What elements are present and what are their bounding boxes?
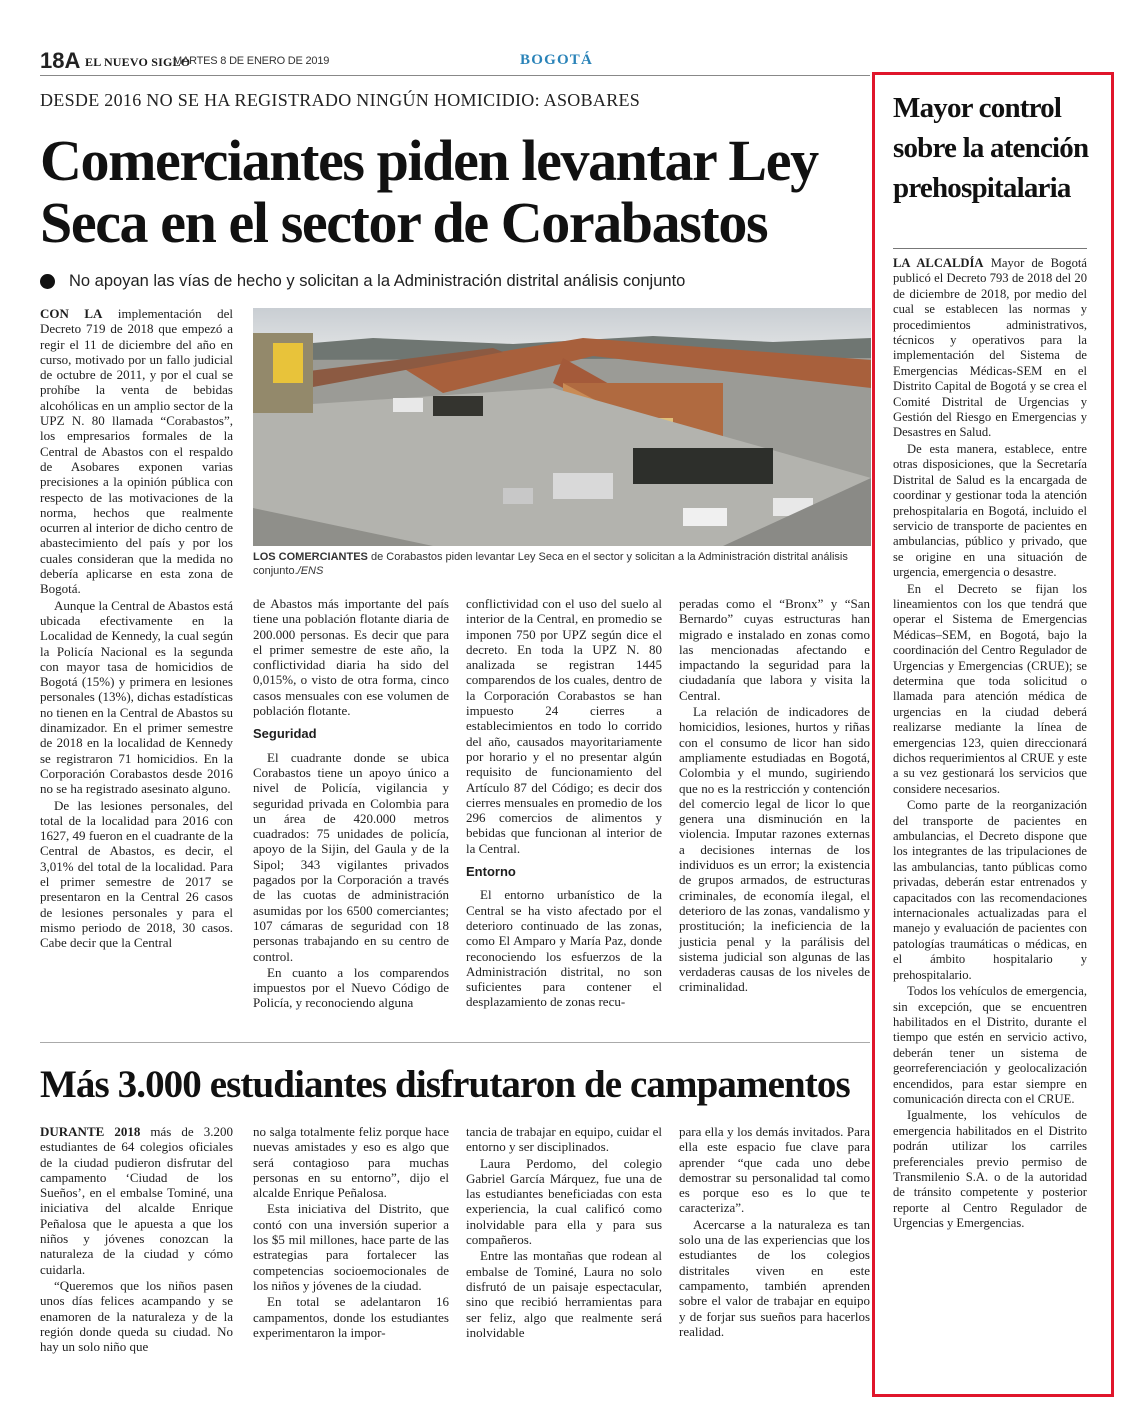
photo-caption: [253, 550, 871, 578]
article2-column-2: [253, 1124, 449, 1341]
paragraph: En el Decreto se fijan los lineamientos con los que tendrá que operar el Sistema de Emergencias Médicas–SEM, en Bogotá, bajo la coordinación del Centro Regulador de Urgencias y Emergencias (CRUE); se determina que toda solicitud o llamada para atención médica de urgencias en la ciudad deberá realizarse mediante la línea de emergencias 123, quien direccionará dichos requerimientos al CRUE y este a su vez gestionará los servicios que considere necesarios.: [893, 581, 1087, 796]
paragraph: Aunque la Central de Abastos está ubicada efectivamente en la Localidad de Kennedy, la cual según la Policía Nacional es la segunda con mayor tasa de homicidios de Bogotá (15%) y primera en lesiones personales (13%), dichas estadísticas no tienen en la Central de Abastos su dinamizador. En el primer semestre de 2018 en la localidad de Kennedy se registraron 71 homicidios. En la Corporación Corabastos desde 2016 no se ha registrado asesinato alguno.: [40, 597, 233, 797]
article2-column-1: [40, 1124, 233, 1355]
paragraph: De esta manera, establece, entre otras disposiciones, que la Secretaría Distrital de Salud es la encargada de coordinar y gestionar toda la atención prehospitalaria en Bogotá, incluido el servicio de transporte de pacientes en ambulancias, público y privado, que se origine en una situación de urgencia, emergencia o desastre.: [893, 441, 1087, 580]
corabastos-photo: [253, 308, 871, 546]
article-divider: [40, 1042, 870, 1043]
subhead-text: No apoyan las vías de hecho y solicitan a la Administración distrital análisis conjunto: [69, 272, 686, 290]
article2-column-4: [679, 1124, 870, 1340]
paragraph: peradas como el “Bronx” y “San Bernardo” cuyas estructuras han migrado e instalado en zonas como las mencionadas afectando e impactando la seguridad para la ciudadanía que labora y visita la Central.: [679, 596, 870, 703]
sidebar-body: [893, 256, 1087, 1233]
bullet-icon: [40, 274, 55, 289]
paragraph: Igualmente, los vehículos de emergencia habilitados en el Distrito podrán utilizar los carriles preferenciales previo permiso de Transmilenio S.A. o de la autoridad de tránsito competente y posterior reporte al Centro Regulador de Urgencias y Emergencias.: [893, 1108, 1087, 1231]
article1-column-4: [679, 596, 870, 996]
page-number: 18A: [40, 48, 81, 73]
paragraph: de Abastos más importante del país tiene una población flotante diaria de 200.000 personas. Es decir que para el primer semestre de este año, la conflictividad diaria ha sido del 0,015%, o visto de otra forma, cinco casos mensuales con ese volumen de población flotante.: [253, 596, 449, 719]
paragraph: Esta iniciativa del Distrito, que contó con una inversión superior a los $5 mil millones, hace parte de las estrategias para fortalecer las competencias socioemocionales de los niños y jóvenes de la ciudad.: [253, 1201, 449, 1293]
paragraph: Entre las montañas que rodean al embalse de Tominé, Laura no solo disfrutó de un paisaje espectacular, sino que recibió herramientas para ser feliz, algo que realmente será inolvidable: [466, 1248, 662, 1340]
paragraph: Todos los vehículos de emergencia, sin excepción, que se encuentren habilitados en el Distrito, durante el tiempo que estén en servicio activo, deberán tener un sistema de georreferenciación y geolocalización encendidos, para estar siempre en comunicación directa con el CRUE.: [893, 984, 1087, 1106]
article1-column-3: [466, 596, 662, 1011]
article2-column-3: [466, 1124, 662, 1341]
lead-in: LA ALCALDÍA: [893, 256, 984, 270]
paragraph: [893, 256, 1087, 441]
article-subhead: [40, 272, 685, 291]
header-rule: [40, 75, 870, 76]
paragraph: conflictividad con el uso del suelo al interior de la Central, en promedio se imponen 750 por UPZ según dice el decreto. En toda la UPZ N. 80 analizada se registran 1445 comparendos de los cuales, dentro de la Corporación Corabastos se han impuesto 24 cierres a establecimientos en todo lo corrido del año, causados mayoritariamente por horario y el no presentar algún requisito de funcionamiento del Artículo 87 del Código; es decir dos cierres mensuales en promedio de los 296 comercios de alimentos y bebidas que funcionan al interior de la Central.: [466, 596, 662, 856]
lead-in: DURANTE 2018: [40, 1124, 141, 1139]
paragraph: Laura Perdomo, del colegio Gabriel García Márquez, fue una de las estudiantes beneficiadas con esta experiencia, la cual calificó como inolvidable para ella y para sus compañeros.: [466, 1155, 662, 1248]
paragraph: tancia de trabajar en equipo, cuidar el entorno y ser disciplinados.: [466, 1124, 662, 1155]
paragraph: En total se adelantaron 16 campamentos, donde los estudiantes experimentaron la impor-: [253, 1294, 449, 1340]
paragraph: El cuadrante donde se ubica Corabastos tiene un apoyo único a nivel de Policía, vigilancia y seguridad privada en Colombia para un área de 420.000 metros cuadrados: 75 unidades de policía, apoyo de la Sijin, del Gaula y de la Sipol; 343 vigilantes privados pagados por la Corporación a través de las cuotas de administración asumidas por los 6500 comerciantes; 107 cámaras de seguridad con 18 personas trabajando en su centro de control.: [253, 749, 449, 964]
newspaper-name: EL NUEVO SIGLO: [85, 55, 191, 69]
paragraph: “Queremos que los niños pasen unos días felices acampando y se enamoren de la naturaleza y de la región donde queda su ciudad. No hay un solo niño que: [40, 1277, 233, 1355]
section-heading: Seguridad: [253, 726, 317, 742]
paragraph: De las lesiones personales, del total de la localidad para 2016 con 1627, 49 fueron en el cuadrante de la Central de Abastos, es decir, el 3,01% del total de la localidad. Para el primer semestre de 2017 se presentaron en la Central 26 casos de lesiones personales y para el mismo periodo de 2018, 30 casos. Cabe decir que la Central: [40, 797, 233, 951]
paragraph: para ella y los demás invitados. Para ella este espacio fue clave para aprender “que cada uno debe demostrar su personalidad tal como es porque eso es lo que te caracteriza”.: [679, 1124, 870, 1216]
paragraph: Acercarse a la naturaleza es tan solo una de las experiencias que los estudiantes de los colegios distritales viven en este campamento, también aprenden sobre el valor de trabajar en equipo y de forjar sus sueños para hacerlos realidad.: [679, 1216, 870, 1339]
caption-lead: LOS COMERCIANTES: [253, 551, 368, 563]
paragraph: El entorno urbanístico de la Central se ha visto afectado por el deterioro continuado de las zonas, como El Amparo y María Paz, donde reconociendo los esfuerzos de la Administración distrital, no son suficientes para contener el desplazamiento de zonas recu-: [466, 887, 662, 1010]
photo-credit: /ENS: [297, 565, 324, 577]
article1-column-1: [40, 306, 233, 951]
paragraph: La relación de indicadores de homicidios, lesiones, hurtos y riñas con el consumo de licor han sido ampliamente estudiadas en Bogotá, Colombia y el mundo, sugiriendo que no es la restricción y contención del comercio legal de licor lo que genera una disminución en la violencia. Imputar razones externas a decisiones internas de los individuos es un error; la existencia de grupos armados, de estructuras criminales, de economía ilegal, el deterioro de las zonas, vandalismo y prostitución; la ineficiencia de la justicia penal y la parálisis del sistema judicial son algunas de las verdaderas causas de los niveles de criminalidad.: [679, 704, 870, 995]
lead-in: CON LA: [40, 306, 103, 321]
section-label: BOGOTÁ: [520, 52, 594, 68]
paragraph: En cuanto a los comparendos impuestos por el Nuevo Código de Policía, y reconociendo alguna: [253, 964, 449, 1011]
issue-date: MARTES 8 DE ENERO DE 2019: [173, 55, 330, 67]
caption-text: de Corabastos piden levantar Ley Seca en el sector y solicitan a la Administración distrital análisis conjunto.: [253, 551, 848, 577]
section-heading: Entorno: [466, 864, 516, 880]
article-headline: Comerciantes piden levantar Ley Seca en el sector de Corabastos: [40, 128, 818, 255]
paragraph: no salga totalmente feliz porque hace nuevas amistades y eso es algo que será contagioso para muchas personas en su entorno”, dijo el alcalde Enrique Peñalosa.: [253, 1124, 449, 1201]
paragraph: [40, 306, 233, 597]
paragraph: [40, 1124, 233, 1277]
article1-column-2: [253, 596, 449, 1012]
paragraph: Como parte de la reorganización del transporte de pacientes en ambulancias, el Decreto dispone que los integrantes de las tripulaciones de las ambulancias, tanto públicas como privadas, deberán estar entrenados y capacitados con las recomendaciones internacionales actualizadas para el manejo y evaluación de pacientes con patologías traumáticas o médicas, en el ámbito hospitalario y prehospitalario.: [893, 798, 1087, 982]
article2-headline: Más 3.000 estudiantes disfrutaron de campamentos: [40, 1063, 850, 1106]
article-kicker: DESDE 2016 NO SE HA REGISTRADO NINGÚN HOMICIDIO: ASOBARES: [40, 90, 641, 110]
market-aerial-image: [253, 308, 871, 546]
paragraph-text: implementación del Decreto 719 de 2018 que empezó a regir el 11 de diciembre del año en curso, motivado por un fallo judicial de octubre de 2011, y por el cual se prohíbe la venta de bebidas alcohólicas en un amplio sector de la UPZ N. 80 llamada “Corabastos”, los empresarios formales de la Central de Abastos con el respaldo de Asobares exponen varias precisiones a la opinión pública con respecto de las motivaciones de la norma, hechos que realmente ocurren al interior de dicho centro de abastecimiento del país y por los cuales consideran que la medida no debería aplicarse en esta zona de Bogotá.: [40, 306, 233, 597]
sidebar-rule: [893, 248, 1087, 249]
paragraph-text: Mayor de Bogotá publicó el Decreto 793 de 2018 del 20 de diciembre de 2018, por medio del cual se establecen las normas y procedimientos administrativos, técnicos y operativos para la implementación del Sistema de Emergencias Médicas-SEM en el Distrito Capital de Bogotá y se crea el Comité Distrital de Urgencias y Gestión del Riesgo en Emergencias y Desastres en Salud.: [893, 256, 1087, 440]
sidebar-title: Mayor control sobre la atención prehospitalaria: [893, 92, 1089, 204]
paragraph-text: más de 3.200 estudiantes de 64 colegios oficiales de la ciudad pudieron disfrutar del campamento ‘Ciudad de los Sueños’, en el embalse Tominé, una iniciativa del alcalde Enrique Peñalosa que le apuesta a que los niños y jóvenes conozcan la naturaleza de la ciudad y cómo cuidarla.: [40, 1124, 233, 1277]
